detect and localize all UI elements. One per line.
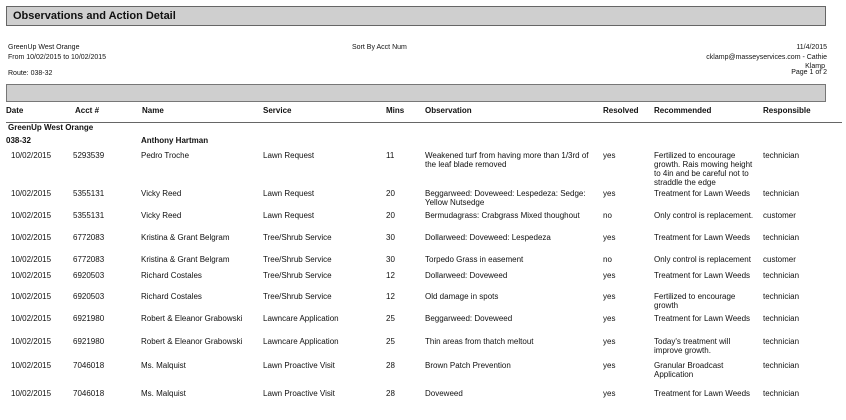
row-name: Pedro Troche bbox=[141, 151, 190, 160]
table-row bbox=[6, 255, 842, 271]
table-row bbox=[6, 271, 842, 292]
row-acct: 6921980 bbox=[73, 314, 105, 323]
column-service: Service bbox=[263, 106, 292, 115]
row-recommended: Treatment for Lawn Weeds bbox=[654, 189, 751, 198]
row-service: Lawn Request bbox=[263, 189, 315, 198]
row-observation: Thin areas from thatch meltout bbox=[425, 337, 534, 346]
row-name: Robert & Eleanor Grabowski bbox=[141, 337, 243, 346]
row-responsible: technician bbox=[763, 337, 800, 346]
row-date: 10/02/2015 bbox=[11, 314, 52, 323]
row-date: 10/02/2015 bbox=[11, 361, 52, 370]
group-route-label: 038-32 bbox=[6, 136, 31, 145]
column-name: Name bbox=[142, 106, 164, 115]
table-subheader-band bbox=[6, 84, 826, 102]
row-resolved: yes bbox=[603, 337, 616, 346]
report-user-surname: Klamp bbox=[805, 63, 825, 70]
table-row bbox=[6, 211, 842, 233]
row-observation: Old damage in spots bbox=[425, 292, 499, 301]
column-resolved: Resolved bbox=[603, 106, 639, 115]
column-date: Date bbox=[6, 106, 24, 115]
row-mins: 28 bbox=[386, 361, 395, 370]
group-route-customer-row bbox=[6, 136, 842, 151]
row-recommended: Treatment for Lawn Weeds bbox=[654, 314, 751, 323]
row-observation: Brown Patch Prevention bbox=[425, 361, 511, 370]
row-acct: 5293539 bbox=[73, 151, 105, 160]
row-date: 10/02/2015 bbox=[11, 255, 52, 264]
row-responsible: technician bbox=[763, 151, 800, 160]
row-acct: 7046018 bbox=[73, 389, 105, 398]
row-service: Tree/Shrub Service bbox=[263, 271, 332, 280]
report-title: Observations and Action Detail bbox=[13, 10, 176, 22]
row-recommended: Only control is replacement. bbox=[654, 211, 754, 220]
group-customer-label: Anthony Hartman bbox=[141, 136, 209, 145]
row-mins: 20 bbox=[386, 211, 395, 220]
row-service: Lawn Proactive Visit bbox=[263, 389, 335, 398]
column-mins: Mins bbox=[386, 106, 405, 115]
row-resolved: no bbox=[603, 211, 612, 220]
table-row bbox=[6, 292, 842, 314]
row-mins: 12 bbox=[386, 292, 395, 301]
row-resolved: yes bbox=[603, 271, 616, 280]
row-recommended: Treatment for Lawn Weeds bbox=[654, 389, 751, 398]
row-name: Richard Costales bbox=[141, 292, 202, 301]
row-service: Tree/Shrub Service bbox=[263, 255, 332, 264]
row-observation: Torpedo Grass in easement bbox=[425, 255, 524, 264]
row-mins: 30 bbox=[386, 233, 395, 242]
row-name: Richard Costales bbox=[141, 271, 202, 280]
row-recommended: Only control is replacement bbox=[654, 255, 751, 264]
row-observation: Dollarweed: Doveweed: Lespedeza bbox=[425, 233, 551, 242]
report-title-bar bbox=[6, 6, 826, 26]
row-resolved: no bbox=[603, 255, 612, 264]
report-date: 11/4/2015 bbox=[796, 44, 827, 51]
table-row bbox=[6, 314, 842, 337]
table-row bbox=[6, 189, 842, 211]
row-mins: 25 bbox=[386, 314, 395, 323]
row-observation: Dollarweed: Doveweed bbox=[425, 271, 508, 280]
row-acct: 6921980 bbox=[73, 337, 105, 346]
row-responsible: technician bbox=[763, 314, 800, 323]
observations-table bbox=[6, 106, 842, 409]
column-observation: Observation bbox=[425, 106, 472, 115]
row-date: 10/02/2015 bbox=[11, 189, 52, 198]
row-responsible: technician bbox=[763, 389, 800, 398]
row-recommended: Fertilized to encourage growth. Rais mowing height to 4in and be careful not to straddle the edge bbox=[654, 151, 753, 187]
group-company-row bbox=[6, 123, 842, 136]
table-row bbox=[6, 361, 842, 389]
row-acct: 7046018 bbox=[73, 361, 105, 370]
table-row bbox=[6, 151, 842, 189]
row-mins: 25 bbox=[386, 337, 395, 346]
row-acct: 6772083 bbox=[73, 233, 105, 242]
column-recommended: Recommended bbox=[654, 106, 712, 115]
row-name: Robert & Eleanor Grabowski bbox=[141, 314, 243, 323]
row-name: Ms. Malquist bbox=[141, 389, 186, 398]
row-date: 10/02/2015 bbox=[11, 271, 52, 280]
report-user: cklamp@masseyservices.com - Cathie bbox=[706, 54, 827, 61]
row-acct: 6920503 bbox=[73, 292, 105, 301]
row-responsible: technician bbox=[763, 189, 800, 198]
row-service: Tree/Shrub Service bbox=[263, 233, 332, 242]
row-resolved: yes bbox=[603, 151, 616, 160]
group-company-label: GreenUp West Orange bbox=[8, 123, 94, 132]
row-name: Kristina & Grant Belgram bbox=[141, 255, 230, 264]
row-service: Lawn Request bbox=[263, 211, 315, 220]
row-responsible: customer bbox=[763, 255, 796, 264]
row-observation: Doveweed bbox=[425, 389, 463, 398]
column-acct: Acct # bbox=[75, 106, 100, 115]
row-recommended: Treatment for Lawn Weeds bbox=[654, 271, 751, 280]
table-row bbox=[6, 337, 842, 361]
row-observation: Beggarweed: Doveweed bbox=[425, 314, 513, 323]
row-resolved: yes bbox=[603, 233, 616, 242]
row-service: Lawn Proactive Visit bbox=[263, 361, 335, 370]
row-observation: Bermudagrass: Crabgrass Mixed thoughout bbox=[425, 211, 580, 220]
row-recommended: Today's treatment will improve growth. bbox=[654, 337, 731, 355]
row-mins: 20 bbox=[386, 189, 395, 198]
row-resolved: yes bbox=[603, 314, 616, 323]
row-mins: 11 bbox=[386, 151, 395, 160]
row-mins: 12 bbox=[386, 271, 395, 280]
row-acct: 6920503 bbox=[73, 271, 105, 280]
row-date: 10/02/2015 bbox=[11, 211, 52, 220]
date-range: From 10/02/2015 to 10/02/2015 bbox=[8, 54, 107, 61]
row-responsible: technician bbox=[763, 361, 800, 370]
row-date: 10/02/2015 bbox=[11, 151, 52, 160]
sort-by-label: Sort By Acct Num bbox=[352, 44, 407, 51]
row-responsible: technician bbox=[763, 233, 800, 242]
row-responsible: customer bbox=[763, 211, 796, 220]
row-observation: Weakened turf from having more than 1/3rd of the leaf blade removed bbox=[425, 151, 589, 169]
row-service: Lawncare Application bbox=[263, 337, 339, 346]
row-service: Lawncare Application bbox=[263, 314, 339, 323]
page-indicator: Page 1 of 2 bbox=[791, 69, 827, 76]
table-row bbox=[6, 389, 842, 409]
row-recommended: Granular Broadcast Application bbox=[654, 361, 724, 379]
row-resolved: yes bbox=[603, 361, 616, 370]
row-name: Vicky Reed bbox=[141, 211, 182, 220]
row-date: 10/02/2015 bbox=[11, 389, 52, 398]
row-resolved: yes bbox=[603, 389, 616, 398]
row-recommended: Fertilized to encourage growth bbox=[654, 292, 736, 310]
row-name: Ms. Malquist bbox=[141, 361, 186, 370]
row-resolved: yes bbox=[603, 292, 616, 301]
column-responsible: Responsible bbox=[763, 106, 811, 115]
row-recommended: Treatment for Lawn Weeds bbox=[654, 233, 751, 242]
table-header-row bbox=[6, 106, 842, 123]
row-responsible: technician bbox=[763, 292, 800, 301]
row-date: 10/02/2015 bbox=[11, 292, 52, 301]
row-service: Lawn Request bbox=[263, 151, 315, 160]
row-mins: 30 bbox=[386, 255, 395, 264]
route-label: Route: 038-32 bbox=[8, 70, 53, 77]
row-acct: 5355131 bbox=[73, 211, 105, 220]
row-resolved: yes bbox=[603, 189, 616, 198]
row-date: 10/02/2015 bbox=[11, 337, 52, 346]
row-observation: Beggarweed: Doveweed: Lespedeza: Sedge: Yellow Nutsedge bbox=[425, 189, 586, 207]
row-acct: 5355131 bbox=[73, 189, 105, 198]
row-name: Kristina & Grant Belgram bbox=[141, 233, 230, 242]
row-mins: 28 bbox=[386, 389, 395, 398]
company-name: GreenUp West Orange bbox=[8, 44, 80, 51]
row-acct: 6772083 bbox=[73, 255, 105, 264]
row-name: Vicky Reed bbox=[141, 189, 182, 198]
row-date: 10/02/2015 bbox=[11, 233, 52, 242]
table-row bbox=[6, 233, 842, 255]
row-service: Tree/Shrub Service bbox=[263, 292, 332, 301]
row-responsible: technician bbox=[763, 271, 800, 280]
